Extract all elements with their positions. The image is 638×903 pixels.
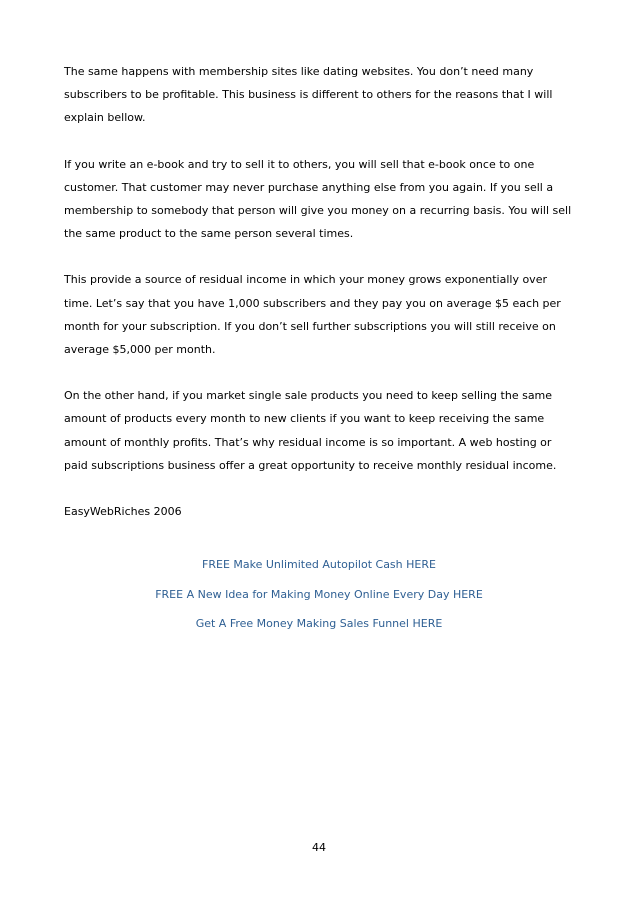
link-new-idea-daily[interactable]: FREE A New Idea for Making Money Online Every Day HERE bbox=[155, 587, 483, 601]
paragraph-single-sale-products: On the other hand, if you market single sale products you need to keep selling the same amount of products every month to new clients if you want to keep receiving the same amount of monthly profits. That’s why residual income is so important. A web hosting or paid subscriptions business offer a great opportunity to receive monthly residual income. bbox=[64, 389, 557, 472]
page-number: 44 bbox=[312, 841, 326, 854]
paragraph-ebook-vs-membership: If you write an e-book and try to sell it to others, you will sell that e-book once to one customer. That customer may never purchase anything else from you again. If you sell a membership to somebody that person will give you money on a recurring basis. You will sell the same product to the same person several times. bbox=[64, 157, 572, 241]
paragraph-spacer bbox=[64, 130, 576, 153]
paragraph-spacer bbox=[64, 361, 576, 384]
paragraph-spacer bbox=[64, 477, 576, 500]
paragraph-residual-income: This provide a source of residual income in which your money grows exponentially over time. Let’s say that you have 1,000 subscribers and they pay you on average $5 each per month for your subscription. If you don’t sell further subscriptions you will still receive on average $5,000 per month. bbox=[64, 273, 561, 357]
link-autopilot-cash[interactable]: FREE Make Unlimited Autopilot Cash HERE bbox=[202, 558, 436, 571]
body-content bbox=[64, 60, 576, 523]
paragraph-spacer bbox=[64, 245, 576, 268]
paragraph-membership-sites: The same happens with membership sites like dating websites. You don’t need many subscribers to be profitable. This business is different to others for the reasons that I will explain bellow. bbox=[64, 65, 553, 125]
link-sales-funnel[interactable]: Get A Free Money Making Sales Funnel HERE bbox=[195, 617, 443, 630]
promo-links bbox=[0, 550, 638, 639]
signature: EasyWebRiches 2006 bbox=[64, 505, 182, 519]
